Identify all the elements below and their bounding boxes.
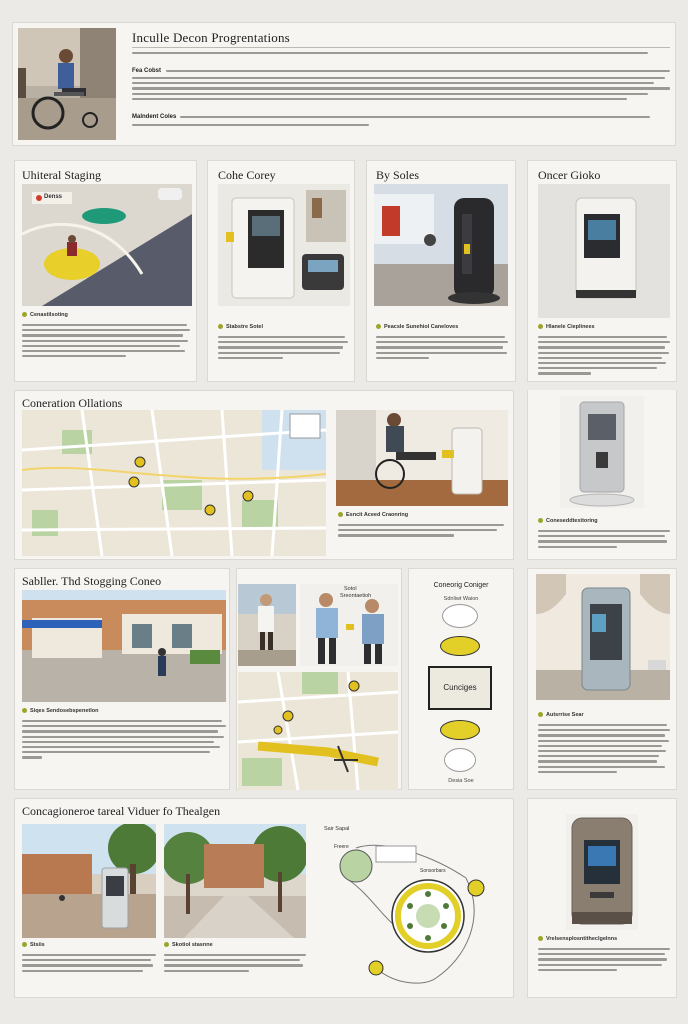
row-3-right-text <box>538 724 670 776</box>
intro-text <box>132 52 670 62</box>
flow-bottom-label: Desia Soe <box>448 778 474 784</box>
row-4-text-2 <box>164 954 306 975</box>
row-2-caption-right: Coneseddtexitoring <box>538 518 598 524</box>
card-1-text <box>22 324 190 360</box>
row-4-right-text <box>538 948 670 974</box>
row-3-left-text <box>22 720 226 762</box>
staff-label-2: Sreontaetioh <box>340 593 372 599</box>
card-4-caption: Hlanele Cieplinees <box>538 324 595 330</box>
row-2-caption-center: Esncit Aceed Craonring <box>338 512 408 518</box>
card-2-text <box>218 336 348 362</box>
street-kiosk-photo <box>22 824 156 938</box>
row-4-caption-2: Skotiol stasnne <box>164 942 213 948</box>
intro-paragraph-2 <box>180 116 670 121</box>
row-2-heading: Coneration Ollations <box>22 396 123 410</box>
staging-map-label: Denss <box>44 194 63 200</box>
storefront-photo <box>22 590 226 702</box>
row-3-caption-left: Siqes Sendosebspenetlon <box>22 708 98 714</box>
card-2-caption: Stabstre Sotel <box>218 324 263 330</box>
flow-icon-2 <box>440 636 480 656</box>
water-kiosk-render <box>560 396 644 508</box>
intro-label-2: Malndent Coles <box>132 114 177 120</box>
arch-kiosk-photo <box>536 574 670 700</box>
card-3-text <box>376 336 508 362</box>
route-map <box>238 672 398 790</box>
row-3-heading: Sabller. Thd Stogging Coneo <box>22 574 162 588</box>
flow-icon-4 <box>444 748 476 772</box>
kiosk-box-render <box>538 184 670 318</box>
card-4-text <box>538 336 670 378</box>
flow-title: Coneorig Coniger <box>433 582 489 589</box>
flow-box: Cunciges <box>428 666 492 710</box>
flow-icon-3 <box>440 720 480 740</box>
intro-paragraph-1b <box>132 77 670 103</box>
staging-render <box>22 184 192 306</box>
staff-label-1: Sotol <box>344 586 357 592</box>
flow-diagram <box>316 818 508 992</box>
diagram-label-3: Sonsorbars <box>420 868 446 874</box>
city-map <box>22 410 326 556</box>
card-1-heading: Uhiteral Staging <box>22 168 101 182</box>
intro-label-1: Fea Cobst <box>132 68 162 74</box>
flow-top-label: Sdnliwt Waion <box>443 596 479 602</box>
wheelchair-kiosk-photo <box>336 410 508 506</box>
card-4-heading: Oncer Gioko <box>538 168 601 182</box>
card-3-caption: Peacsle Sunehiol Caneloves <box>376 324 458 330</box>
staff-photo-1 <box>238 584 296 666</box>
row-4-heading: Concagioneroe tareal Viduer fo Thealgen <box>22 804 221 818</box>
card-2-heading: Cohe Corey <box>218 168 276 182</box>
flow-icon-1 <box>442 604 478 628</box>
row-4-caption-right: Vrelsensplosntitheclgelnns <box>538 936 617 942</box>
kiosk-render <box>218 184 350 306</box>
intro-paragraph-1 <box>166 70 670 75</box>
staff-photo-2 <box>300 584 398 666</box>
row-2-right-text <box>538 530 670 551</box>
diagram-label-2: Freere <box>334 844 349 850</box>
plaza-photo <box>164 824 306 938</box>
row-3-caption-right: Autsrrise Sear <box>538 712 584 718</box>
card-1-caption: Cenastilsoting <box>22 312 68 318</box>
page-title: Inculle Decon Progrentations <box>132 30 290 45</box>
diagram-label-1: Sair Sapal <box>324 826 350 832</box>
row-4-text-1 <box>22 954 156 975</box>
intro-paragraph-2b <box>132 124 670 129</box>
wheelchair-photo <box>18 28 116 140</box>
vending-kiosk-render <box>566 814 638 930</box>
row-4-caption-1: Stsiis <box>22 942 45 948</box>
title-rule <box>132 47 670 48</box>
dark-kiosk-photo <box>374 184 508 306</box>
card-3-heading: By Soles <box>376 168 420 182</box>
row-2-center-text <box>338 524 504 540</box>
